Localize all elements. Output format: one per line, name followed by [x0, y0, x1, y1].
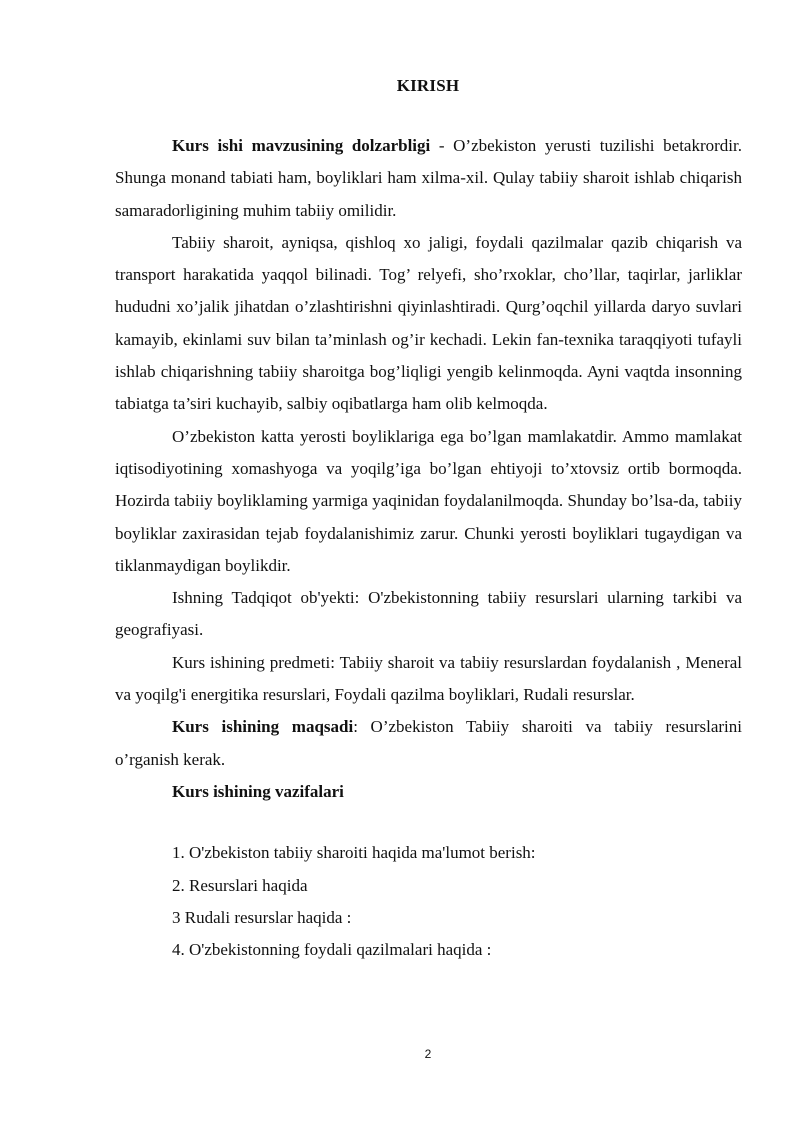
- document-body: [115, 130, 742, 966]
- natural-conditions-paragraph: Tabiiy sharoit, ayniqsa, qishloq xo jaligi, foydali qazilmalar qazib chiqarish va transport harakatida yaqqol bilinadi. Tog’ relyefi, sho’rxoklar, cho’llar, taqirlar, jarliklar hududni xo’jalik jihatdan o’zlashtirishni qiyinlashtiradi. Qurg’oqchil yillarda daryo suvlari kamayib, ekinlami suv bilan ta’minlash og’ir kechadi. Lekin fan-texnika taraqqiyoti tufayli ishlab chiqarishning tabiiy sharoitga bog’liqligi yengib kelinmoqda. Ayni vaqtda insonning tabiatga ta’siri kuchayib, salbiy oqibatlarga ham olib kelmoqda.: [115, 232, 742, 414]
- task-item: 3 Rudali resurslar haqida :: [172, 907, 352, 927]
- page-number: 2: [424, 1047, 432, 1061]
- task-item: 4. O'zbekistonning foydali qazilmalari haqida :: [172, 940, 492, 960]
- subject-paragraph: Kurs ishining predmeti: Tabiiy sharoit va tabiiy resurslardan foydalanish , Meneral va yoqilg'i energitika resurslari, Foydali qazilma boyliklari, Rudali resurslar.: [115, 652, 742, 705]
- goal-text: : O’zbekiston Tabiiy sharoiti va tabiiy resurslarini o’rganish kerak.: [115, 717, 742, 769]
- relevance-paragraph: [115, 130, 742, 227]
- tasks-list: [115, 837, 742, 966]
- relevance-heading: Kurs ishi mavzusining dolzarbligi: [172, 136, 431, 155]
- task-item: 2. Resurslari haqida: [172, 875, 308, 895]
- goal-heading: Kurs ishining maqsadi: [172, 717, 354, 737]
- underground-resources-paragraph: O’zbekiston katta yerosti boyliklariga ega bo’lgan mamlakatdir. Ammo mamlakat iqtisodiyotining xomashyoga va yoqilg’iga bo’lgan ehtiyoji to’xtovsiz ortib bormoqda. Hozirda tabiiy boyliklaming yarmiga yaqinidan foydalanilmoqda. Shunday bo’lsa-da, tabiiy boyliklar zaxirasidan tejab foydalanishimiz zarur. Chunki yerosti boyliklari tugaydigan va tiklanmaydigan boylikdir.: [115, 426, 742, 575]
- research-object-paragraph: Ishning Tadqiqot ob'yekti: O'zbekistonning tabiiy resurslari ularning tarkibi va geografiyasi.: [115, 588, 742, 640]
- relevance-text: - O’zbekiston yerusti tuzilishi betakrordir. Shunga monand tabiati ham, boyliklari ham xilma-xil. Qulay tabiiy sharoit ishlab chiqarish samaradorligining muhim tabiiy omilidir.: [115, 136, 742, 220]
- section-title: KIRISH: [396, 76, 460, 95]
- goal-paragraph: [115, 711, 742, 776]
- tasks-heading: Kurs ishining vazifalari: [172, 781, 344, 801]
- spacer: [115, 808, 742, 837]
- task-item: 1. O'zbekiston tabiiy sharoiti haqida ma'lumot berish:: [172, 843, 536, 863]
